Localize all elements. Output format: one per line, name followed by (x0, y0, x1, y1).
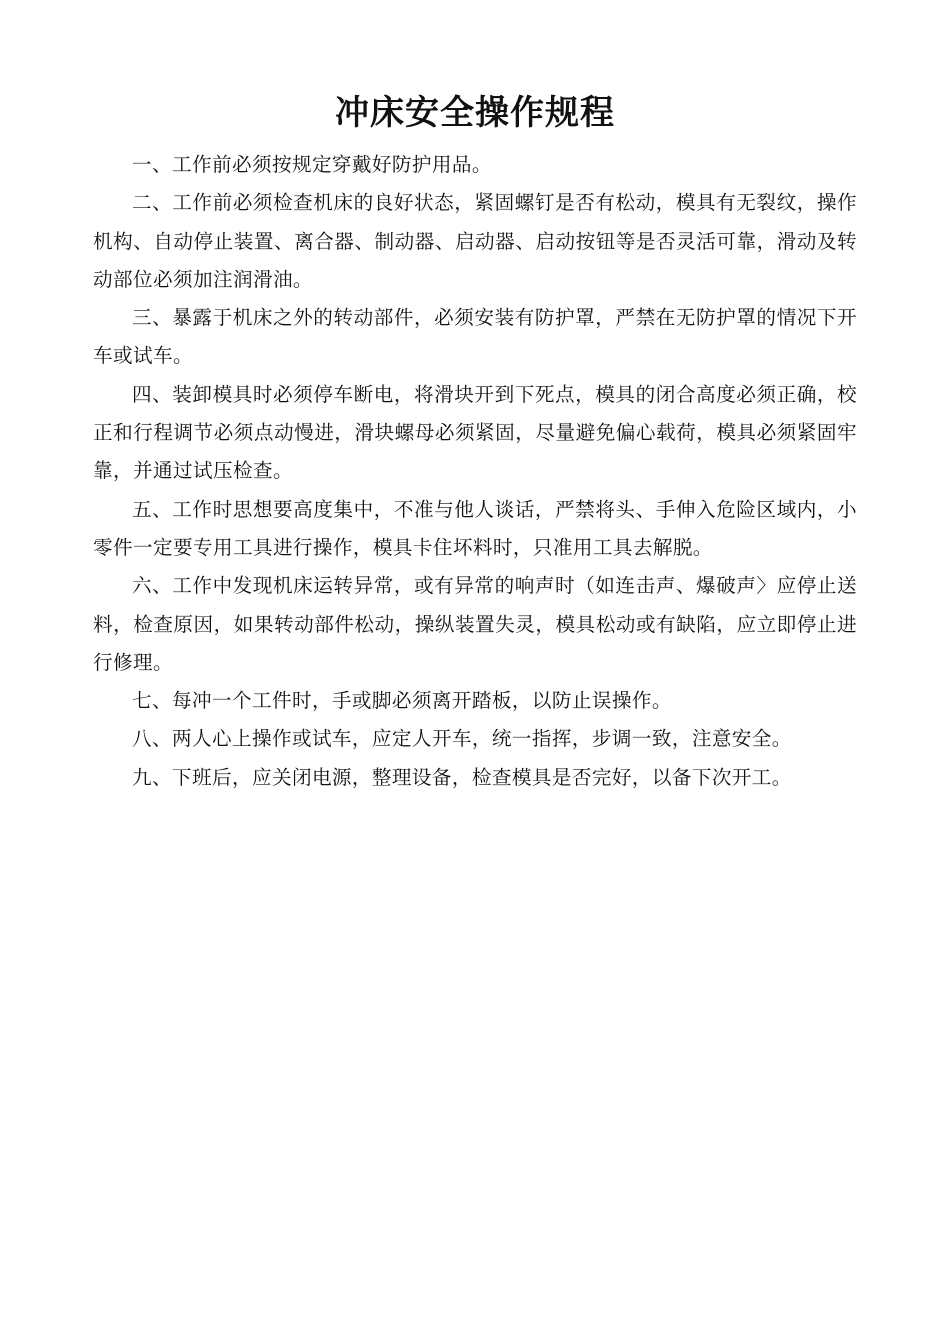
paragraph-6: 六、工作中发现机床运转异常，或有异常的响声时（如连击声、爆破声〉应停止送料，检查原因，如果转动部件松动，操纵装置失灵，模具松动或有缺陷，应立即停止进行修理。 (93, 574, 857, 674)
paragraph-7: 七、每冲一个工件时，手或脚必须离开踏板，以防止误操作。 (132, 689, 672, 713)
paragraph-8: 八、两人心上操作或试车，应定人开车，统一指挥，步调一致，注意安全。 (132, 727, 792, 751)
paragraph-4: 四、装卸模具时必须停车断电，将滑块开到下死点，模具的闭合高度必须正确，校正和行程调节必须点动慢进，滑块螺母必须紧固，尽量避免偏心载荷，模具必须紧固牢靠，并通过试压检查。 (93, 382, 857, 483)
paragraph-5: 五、工作时思想要高度集中，不准与他人谈话，严禁将头、手伸入危险区域内，小零件一定要专用工具进行操作，模具卡住坏料时，只准用工具去解脱。 (93, 497, 857, 559)
paragraph-3: 三、暴露于机床之外的转动部件，必须安装有防护罩，严禁在无防护罩的情况下开车或试车。 (93, 306, 857, 368)
paragraph-2: 二、工作前必须检查机床的良好状态，紧固螺钉是否有松动，模具有无裂纹，操作机构、自动停止装置、离合器、制动器、启动器、启动按钮等是否灵活可靠，滑动及转动部位必须加注润滑油。 (93, 191, 857, 291)
document-title: 冲床安全操作规程 (335, 93, 615, 133)
paragraph-9: 九、下班后，应关闭电源，整理设备，检查模具是否完好，以备下次开工。 (132, 765, 792, 789)
paragraph-1: 一、工作前必须按规定穿戴好防护用品。 (132, 153, 492, 176)
document-body (93, 146, 857, 797)
